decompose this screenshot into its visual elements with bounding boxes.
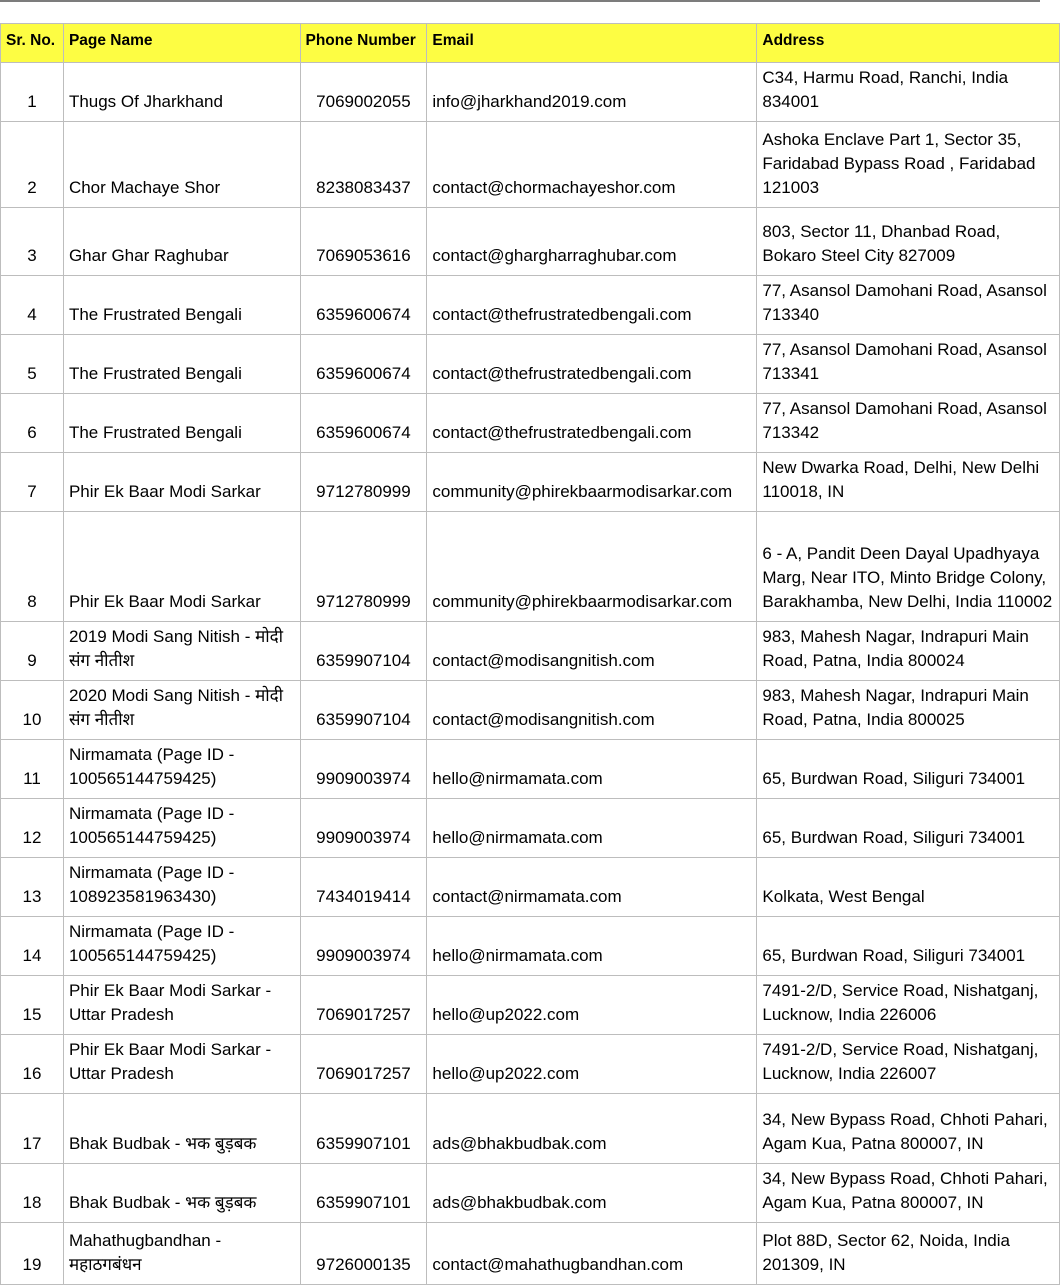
cell-page-name[interactable]: Bhak Budbak - भक बुड़बक xyxy=(63,1094,300,1164)
cell-page-name[interactable]: 2020 Modi Sang Nitish - मोदी संग नीतीश xyxy=(63,681,300,740)
cell-email[interactable]: hello@nirmamata.com xyxy=(427,799,757,858)
header-row xyxy=(1,24,1060,63)
cell-page-name[interactable]: Phir Ek Baar Modi Sarkar xyxy=(63,453,300,512)
cell-phone-number[interactable]: 9909003974 xyxy=(300,799,427,858)
cell-phone-number[interactable]: 8238083437 xyxy=(300,122,427,208)
cell-email[interactable]: info@jharkhand2019.com xyxy=(427,63,757,122)
cell-page-name[interactable]: Mahathugbandhan - महाठगबंधन xyxy=(63,1223,300,1285)
cell-page-name[interactable]: Thugs Of Jharkhand xyxy=(63,63,300,122)
cell-address[interactable]: Ashoka Enclave Part 1, Sector 35, Faridabad Bypass Road , Faridabad 121003 xyxy=(757,122,1060,208)
column-header-sr-no[interactable]: Sr. No. xyxy=(1,24,64,63)
cell-phone-number[interactable]: 9726000135 xyxy=(300,1223,427,1285)
cell-email[interactable]: contact@modisangnitish.com xyxy=(427,622,757,681)
cell-email[interactable]: contact@thefrustratedbengali.com xyxy=(427,276,757,335)
cell-phone-number[interactable]: 6359907104 xyxy=(300,622,427,681)
cell-sr-no[interactable]: 6 xyxy=(1,394,64,453)
cell-email[interactable]: contact@chormachayeshor.com xyxy=(427,122,757,208)
cell-phone-number[interactable]: 9712780999 xyxy=(300,453,427,512)
table-row xyxy=(1,453,1060,512)
cell-page-name[interactable]: Nirmamata (Page ID - 100565144759425) xyxy=(63,799,300,858)
cell-sr-no[interactable]: 14 xyxy=(1,917,64,976)
cell-phone-number[interactable]: 7434019414 xyxy=(300,858,427,917)
cell-sr-no[interactable]: 9 xyxy=(1,622,64,681)
cell-sr-no[interactable]: 12 xyxy=(1,799,64,858)
cell-sr-no[interactable]: 5 xyxy=(1,335,64,394)
cell-address[interactable]: Plot 88D, Sector 62, Noida, India 201309, IN xyxy=(757,1223,1060,1285)
cell-sr-no[interactable]: 7 xyxy=(1,453,64,512)
cell-page-name[interactable]: Ghar Ghar Raghubar xyxy=(63,208,300,276)
cell-page-name[interactable]: Chor Machaye Shor xyxy=(63,122,300,208)
contacts-table xyxy=(0,23,1060,1285)
cell-page-name[interactable]: Nirmamata (Page ID - 108923581963430) xyxy=(63,858,300,917)
cell-phone-number[interactable]: 9909003974 xyxy=(300,740,427,799)
table-row xyxy=(1,512,1060,622)
table-row xyxy=(1,740,1060,799)
column-header-page-name[interactable]: Page Name xyxy=(63,24,300,63)
cell-address[interactable]: 6 - A, Pandit Deen Dayal Upadhyaya Marg, Near ITO, Minto Bridge Colony, Barakhamba, New Delhi, India 110002 xyxy=(757,512,1060,622)
table-row xyxy=(1,208,1060,276)
cell-address[interactable]: C34, Harmu Road, Ranchi, India 834001 xyxy=(757,63,1060,122)
cell-phone-number[interactable]: 7069017257 xyxy=(300,1035,427,1094)
cell-address[interactable]: 34, New Bypass Road, Chhoti Pahari, Agam Kua, Patna 800007, IN xyxy=(757,1094,1060,1164)
table-row xyxy=(1,1035,1060,1094)
cell-address[interactable]: New Dwarka Road, Delhi, New Delhi 110018, IN xyxy=(757,453,1060,512)
spreadsheet-viewport xyxy=(0,23,1053,1274)
cell-address[interactable]: 7491-2/D, Service Road, Nishatganj, Lucknow, India 226006 xyxy=(757,976,1060,1035)
cell-page-name[interactable]: Phir Ek Baar Modi Sarkar xyxy=(63,512,300,622)
cell-page-name[interactable]: Bhak Budbak - भक बुड़बक xyxy=(63,1164,300,1223)
cell-sr-no[interactable]: 17 xyxy=(1,1094,64,1164)
table-row xyxy=(1,1094,1060,1164)
cell-address[interactable]: 77, Asansol Damohani Road, Asansol 713340 xyxy=(757,276,1060,335)
cell-sr-no[interactable]: 2 xyxy=(1,122,64,208)
cell-page-name[interactable]: The Frustrated Bengali xyxy=(63,276,300,335)
cell-page-name[interactable]: Nirmamata (Page ID - 100565144759425) xyxy=(63,740,300,799)
cell-address[interactable]: 34, New Bypass Road, Chhoti Pahari, Agam Kua, Patna 800007, IN xyxy=(757,1164,1060,1223)
cell-page-name[interactable]: Nirmamata (Page ID - 100565144759425) xyxy=(63,917,300,976)
table-row xyxy=(1,63,1060,122)
cell-page-name[interactable]: The Frustrated Bengali xyxy=(63,394,300,453)
cell-phone-number[interactable]: 6359600674 xyxy=(300,276,427,335)
cell-phone-number[interactable]: 6359907101 xyxy=(300,1094,427,1164)
column-header-address[interactable]: Address xyxy=(757,24,1060,63)
table-row xyxy=(1,681,1060,740)
table-row xyxy=(1,335,1060,394)
cell-email[interactable]: hello@nirmamata.com xyxy=(427,740,757,799)
cell-email[interactable]: contact@thefrustratedbengali.com xyxy=(427,394,757,453)
table-row xyxy=(1,394,1060,453)
cell-address[interactable]: 65, Burdwan Road, Siliguri 734001 xyxy=(757,799,1060,858)
cell-phone-number[interactable]: 6359600674 xyxy=(300,335,427,394)
cell-sr-no[interactable]: 10 xyxy=(1,681,64,740)
cell-page-name[interactable]: 2019 Modi Sang Nitish - मोदी संग नीतीश xyxy=(63,622,300,681)
cell-page-name[interactable]: Phir Ek Baar Modi Sarkar - Uttar Pradesh xyxy=(63,976,300,1035)
cell-page-name[interactable]: Phir Ek Baar Modi Sarkar - Uttar Pradesh xyxy=(63,1035,300,1094)
cell-sr-no[interactable]: 16 xyxy=(1,1035,64,1094)
cell-address[interactable]: 983, Mahesh Nagar, Indrapuri Main Road, Patna, India 800025 xyxy=(757,681,1060,740)
table-row xyxy=(1,1223,1060,1285)
cell-sr-no[interactable]: 4 xyxy=(1,276,64,335)
cell-address[interactable]: 77, Asansol Damohani Road, Asansol 713342 xyxy=(757,394,1060,453)
cell-email[interactable]: ads@bhakbudbak.com xyxy=(427,1094,757,1164)
sheet-top-divider xyxy=(0,0,1040,2)
table-row xyxy=(1,799,1060,858)
cell-phone-number[interactable]: 7069002055 xyxy=(300,63,427,122)
cell-sr-no[interactable]: 3 xyxy=(1,208,64,276)
cell-page-name[interactable]: The Frustrated Bengali xyxy=(63,335,300,394)
table-row xyxy=(1,122,1060,208)
cell-address[interactable]: 77, Asansol Damohani Road, Asansol 713341 xyxy=(757,335,1060,394)
table-row xyxy=(1,917,1060,976)
column-header-phone-number[interactable]: Phone Number xyxy=(300,24,427,63)
cell-email[interactable]: contact@modisangnitish.com xyxy=(427,681,757,740)
cell-email[interactable]: contact@mahathugbandhan.com xyxy=(427,1223,757,1285)
cell-sr-no[interactable]: 11 xyxy=(1,740,64,799)
cell-email[interactable]: ads@bhakbudbak.com xyxy=(427,1164,757,1223)
cell-sr-no[interactable]: 1 xyxy=(1,63,64,122)
cell-email[interactable]: community@phirekbaarmodisarkar.com xyxy=(427,512,757,622)
cell-phone-number[interactable]: 7069053616 xyxy=(300,208,427,276)
cell-address[interactable]: 65, Burdwan Road, Siliguri 734001 xyxy=(757,740,1060,799)
cell-sr-no[interactable]: 15 xyxy=(1,976,64,1035)
cell-email[interactable]: community@phirekbaarmodisarkar.com xyxy=(427,453,757,512)
cell-email[interactable]: contact@nirmamata.com xyxy=(427,858,757,917)
table-row xyxy=(1,858,1060,917)
cell-address[interactable]: 7491-2/D, Service Road, Nishatganj, Lucknow, India 226007 xyxy=(757,1035,1060,1094)
cell-email[interactable]: hello@nirmamata.com xyxy=(427,917,757,976)
column-header-email[interactable]: Email xyxy=(427,24,757,63)
table-row xyxy=(1,276,1060,335)
cell-sr-no[interactable]: 19 xyxy=(1,1223,64,1285)
cell-address[interactable]: 983, Mahesh Nagar, Indrapuri Main Road, Patna, India 800024 xyxy=(757,622,1060,681)
cell-sr-no[interactable]: 13 xyxy=(1,858,64,917)
cell-phone-number[interactable]: 9712780999 xyxy=(300,512,427,622)
table-row xyxy=(1,622,1060,681)
cell-email[interactable]: hello@up2022.com xyxy=(427,976,757,1035)
cell-phone-number[interactable]: 9909003974 xyxy=(300,917,427,976)
cell-phone-number[interactable]: 6359600674 xyxy=(300,394,427,453)
cell-sr-no[interactable]: 8 xyxy=(1,512,64,622)
cell-phone-number[interactable]: 6359907101 xyxy=(300,1164,427,1223)
cell-email[interactable]: contact@ghargharraghubar.com xyxy=(427,208,757,276)
cell-sr-no[interactable]: 18 xyxy=(1,1164,64,1223)
cell-email[interactable]: hello@up2022.com xyxy=(427,1035,757,1094)
cell-phone-number[interactable]: 6359907104 xyxy=(300,681,427,740)
cell-email[interactable]: contact@thefrustratedbengali.com xyxy=(427,335,757,394)
cell-address[interactable]: Kolkata, West Bengal xyxy=(757,858,1060,917)
table-row xyxy=(1,1164,1060,1223)
cell-address[interactable]: 65, Burdwan Road, Siliguri 734001 xyxy=(757,917,1060,976)
table-row xyxy=(1,976,1060,1035)
cell-phone-number[interactable]: 7069017257 xyxy=(300,976,427,1035)
cell-address[interactable]: 803, Sector 11, Dhanbad Road, Bokaro Steel City 827009 xyxy=(757,208,1060,276)
